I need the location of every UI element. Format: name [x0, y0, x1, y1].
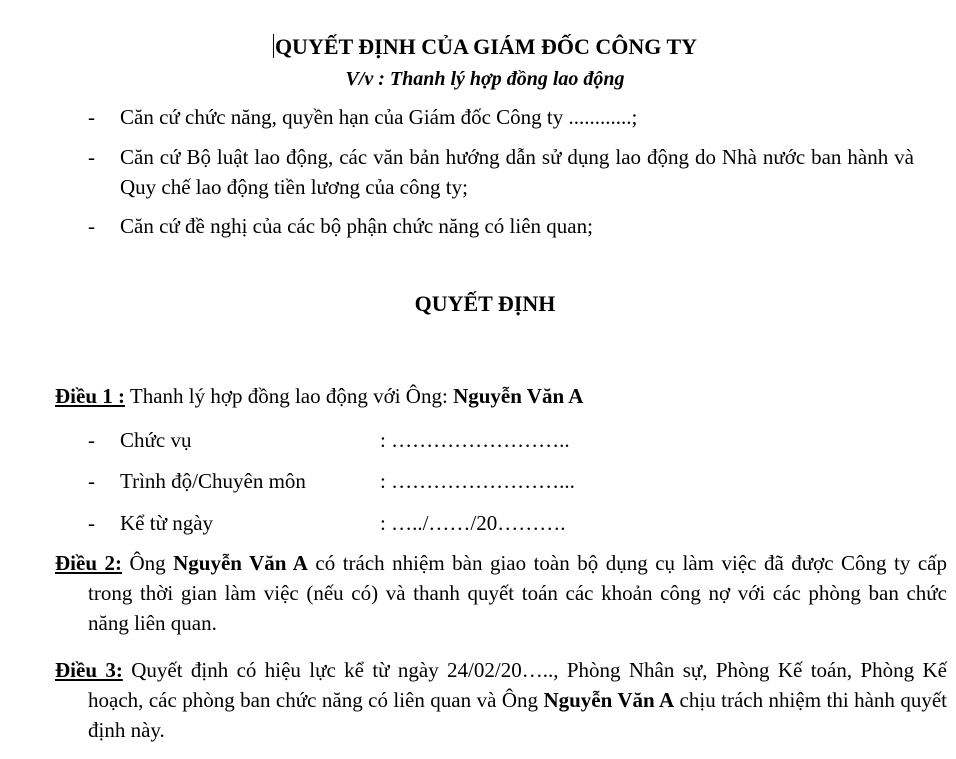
- field-value: : ……………………...: [380, 469, 575, 493]
- bullet-dash: -: [88, 145, 95, 169]
- article-2-label: Điều 2:: [55, 551, 122, 575]
- article-3-text: Quyết định có hiệu lực kể từ ngày 24/02/20….., Phòng Nhân sự, Phòng Kế toán, Phòng Kế hoạch, các phòng ban chức năng có liên quan và Ông: [88, 658, 948, 712]
- text-cursor: [273, 34, 274, 58]
- article-2-text-cont: có trách nhiệm bàn giao toàn bộ dụng cụ làm việc đã được Công ty cấp trong thời gian làm việc (nếu có) và thanh quyết toán các khoản công nợ với các phòng ban chức năng liên quan.: [88, 551, 947, 635]
- basis-item: Căn cứ chức năng, quyền hạn của Giám đốc Công ty ............;: [120, 105, 638, 129]
- basis-item: Căn cứ đề nghị của các bộ phận chức năng có liên quan;: [120, 214, 593, 238]
- bullet-dash: -: [88, 428, 95, 452]
- article-3-text-cont: chịu trách nhiệm thi hành quyết định này.: [88, 688, 947, 742]
- article-2-text: Ông: [121, 551, 174, 575]
- bullet-dash: -: [88, 511, 95, 535]
- article-3: [55, 655, 947, 745]
- decision-heading: QUYẾT ĐỊNH: [414, 291, 556, 316]
- article-2: [55, 548, 947, 638]
- field-label: Trình độ/Chuyên môn: [120, 469, 306, 493]
- field-label: Chức vụ: [120, 428, 192, 452]
- bullet-dash: -: [88, 469, 95, 493]
- article-1-text: Thanh lý hợp đồng lao động với Ông:: [125, 384, 454, 408]
- document-title: [0, 32, 956, 62]
- bullet-dash: -: [88, 214, 95, 238]
- basis-item: Căn cứ Bộ luật lao động, các văn bản hướng dẫn sử dụng lao động do Nhà nước ban hành và Quy chế lao động tiền lương của công ty;: [120, 145, 914, 199]
- bullet-dash: -: [88, 105, 95, 129]
- field-value: : …../……/20……….: [380, 511, 566, 535]
- article-3-name: Nguyễn Văn A: [543, 688, 675, 712]
- document-subtitle: V/v : Thanh lý hợp đồng lao động: [345, 68, 625, 90]
- article-1-label: Điều 1 :: [55, 384, 125, 408]
- article-3-label: Điều 3:: [55, 658, 123, 682]
- field-value: : ……………………..: [380, 428, 570, 452]
- article-1-name: Nguyễn Văn A: [453, 384, 584, 408]
- field-label: Kể từ ngày: [120, 511, 214, 535]
- document-title-text: QUYẾT ĐỊNH CỦA GIÁM ĐỐC CÔNG TY: [274, 34, 698, 59]
- article-1: [55, 381, 914, 411]
- article-2-name: Nguyễn Văn A: [173, 551, 308, 575]
